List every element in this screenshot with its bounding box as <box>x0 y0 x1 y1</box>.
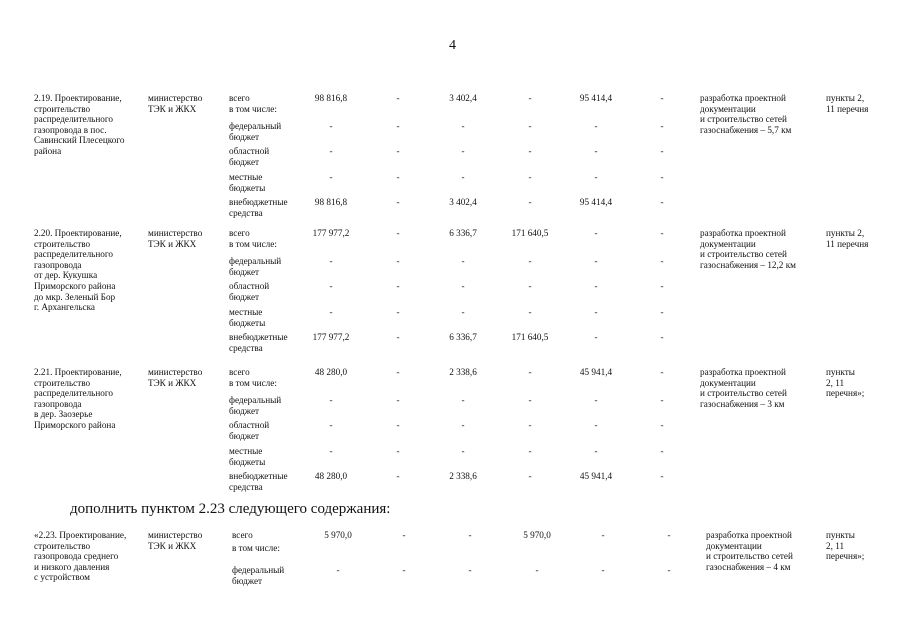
amount-cell: - <box>594 307 598 317</box>
item-note: разработка проектной документации и строительство сетей газоснабжения – 3 км <box>700 367 787 409</box>
page-number: 4 <box>449 38 456 53</box>
funding-source: в том числе: <box>232 543 280 553</box>
funding-source: в том числе: <box>229 239 277 249</box>
amount-cell: 98 816,8 <box>314 197 348 207</box>
amount-cell: - <box>667 530 671 540</box>
amount-cell: - <box>660 197 664 207</box>
item-note: разработка проектной документации и строительство сетей газоснабжения – 5,7 км <box>700 93 792 135</box>
amount-cell: - <box>660 332 664 342</box>
amount-cell: - <box>396 420 400 430</box>
amount-cell: - <box>329 395 333 405</box>
amount-cell: - <box>528 367 532 377</box>
amount-cell: - <box>535 565 539 575</box>
item-ref: пункты 2, 11 перечня»; <box>826 530 865 562</box>
amount-cell: - <box>329 281 333 291</box>
amount-cell: 2 338,6 <box>449 471 477 481</box>
amount-cell: - <box>594 281 598 291</box>
amount-cell: - <box>396 228 400 238</box>
amount-cell: - <box>329 146 333 156</box>
amount-cell: 95 414,4 <box>579 197 613 207</box>
item-ref: пункты 2, 11 перечня <box>826 93 869 114</box>
item-org: министерство ТЭК и ЖКХ <box>148 228 203 249</box>
item-note: разработка проектной документации и строительство сетей газоснабжения – 12,2 км <box>700 228 796 270</box>
item-name: «2.23. Проектирование, строительство газопровода среднего и низкого давления с устройством <box>34 530 127 583</box>
amount-cell: - <box>396 307 400 317</box>
funding-source: местные бюджеты <box>229 172 266 193</box>
amount-cell: 171 640,5 <box>511 228 549 238</box>
item-name: 2.19. Проектирование, строительство распределительного газопровода в пос. Савинский Плесецкого района <box>34 93 125 156</box>
amount-cell: - <box>660 146 664 156</box>
funding-source: внебюджетные средства <box>229 471 288 492</box>
amount-cell: - <box>468 530 472 540</box>
amount-cell: 177 977,2 <box>312 228 350 238</box>
funding-source: всего <box>232 530 253 540</box>
amount-cell: - <box>396 172 400 182</box>
funding-source: федеральный бюджет <box>229 256 282 277</box>
amount-cell: - <box>461 172 465 182</box>
amount-cell: - <box>528 307 532 317</box>
amount-cell: - <box>468 565 472 575</box>
amount-cell: - <box>594 332 598 342</box>
amount-cell: - <box>396 197 400 207</box>
funding-source: федеральный бюджет <box>229 121 282 142</box>
amount-cell: - <box>528 93 532 103</box>
amount-cell: - <box>594 172 598 182</box>
amount-cell: - <box>396 281 400 291</box>
amount-cell: - <box>329 446 333 456</box>
amount-cell: - <box>594 228 598 238</box>
amount-cell: - <box>396 471 400 481</box>
amount-cell: - <box>396 395 400 405</box>
item-org: министерство ТЭК и ЖКХ <box>148 367 203 388</box>
amount-cell: 5 970,0 <box>324 530 352 540</box>
amount-cell: - <box>660 281 664 291</box>
amount-cell: - <box>396 93 400 103</box>
amount-cell: 45 941,4 <box>579 367 613 377</box>
amount-cell: - <box>660 256 664 266</box>
amount-cell: - <box>528 281 532 291</box>
amount-cell: 2 338,6 <box>449 367 477 377</box>
amount-cell: - <box>461 395 465 405</box>
amount-cell: 48 280,0 <box>314 367 348 377</box>
amount-cell: - <box>660 121 664 131</box>
amount-cell: - <box>396 256 400 266</box>
funding-source: всего <box>229 93 250 103</box>
amount-cell: - <box>329 307 333 317</box>
amount-cell: - <box>461 281 465 291</box>
amount-cell: 6 336,7 <box>449 228 477 238</box>
amount-cell: - <box>528 420 532 430</box>
funding-source: внебюджетные средства <box>229 332 288 353</box>
amount-cell: - <box>594 420 598 430</box>
amount-cell: - <box>601 530 605 540</box>
funding-source: областной бюджет <box>229 281 270 302</box>
amount-cell: - <box>594 146 598 156</box>
amount-cell: - <box>461 307 465 317</box>
amount-cell: 171 640,5 <box>511 332 549 342</box>
amount-cell: - <box>396 332 400 342</box>
amount-cell: - <box>528 172 532 182</box>
amount-cell: - <box>660 367 664 377</box>
item-org: министерство ТЭК и ЖКХ <box>148 93 203 114</box>
amount-cell: - <box>461 446 465 456</box>
amount-cell: - <box>461 121 465 131</box>
amount-cell: 3 402,4 <box>449 197 477 207</box>
amount-cell: 45 941,4 <box>579 471 613 481</box>
amount-cell: - <box>329 256 333 266</box>
funding-source: местные бюджеты <box>229 446 266 467</box>
amount-cell: - <box>528 146 532 156</box>
amount-cell: - <box>660 172 664 182</box>
amount-cell: - <box>528 395 532 405</box>
amount-cell: - <box>660 307 664 317</box>
amount-cell: 95 414,4 <box>579 93 613 103</box>
amount-cell: - <box>396 121 400 131</box>
amount-cell: - <box>528 197 532 207</box>
amount-cell: - <box>528 121 532 131</box>
item-ref: пункты 2, 11 перечня <box>826 228 869 249</box>
funding-source: областной бюджет <box>229 146 270 167</box>
amount-cell: - <box>461 256 465 266</box>
amount-cell: - <box>461 146 465 156</box>
insert-instruction: дополнить пунктом 2.23 следующего содержания: <box>70 501 391 517</box>
item-name: 2.21. Проектирование, строительство распределительного газопровода в дер. Заозерье Приморского района <box>34 367 122 430</box>
amount-cell: - <box>528 446 532 456</box>
amount-cell: 48 280,0 <box>314 471 348 481</box>
funding-source: в том числе: <box>229 378 277 388</box>
amount-cell: - <box>660 228 664 238</box>
funding-source: всего <box>229 228 250 238</box>
item-ref: пункты 2, 11 перечня»; <box>826 367 865 399</box>
amount-cell: - <box>660 395 664 405</box>
item-note: разработка проектной документации и строительство сетей газоснабжения – 4 км <box>706 530 793 572</box>
amount-cell: - <box>329 172 333 182</box>
amount-cell: - <box>594 446 598 456</box>
amount-cell: - <box>329 121 333 131</box>
amount-cell: - <box>660 471 664 481</box>
amount-cell: - <box>396 146 400 156</box>
item-name: 2.20. Проектирование, строительство распределительного газопровода от дер. Кукушка Приморского района до мкр. Зеленый Бор г. Архангельска <box>34 228 122 313</box>
amount-cell: 5 970,0 <box>523 530 551 540</box>
funding-source: федеральный бюджет <box>229 395 282 416</box>
funding-source: местные бюджеты <box>229 307 266 328</box>
item-org: министерство ТЭК и ЖКХ <box>148 530 203 551</box>
amount-cell: 6 336,7 <box>449 332 477 342</box>
amount-cell: - <box>594 121 598 131</box>
amount-cell: - <box>528 256 532 266</box>
funding-source: федеральный бюджет <box>232 565 285 586</box>
amount-cell: - <box>594 395 598 405</box>
amount-cell: - <box>528 471 532 481</box>
funding-source: областной бюджет <box>229 420 270 441</box>
funding-source: внебюджетные средства <box>229 197 288 218</box>
amount-cell: - <box>396 367 400 377</box>
amount-cell: - <box>660 446 664 456</box>
amount-cell: - <box>329 420 333 430</box>
funding-source: всего <box>229 367 250 377</box>
amount-cell: - <box>601 565 605 575</box>
amount-cell: - <box>396 446 400 456</box>
amount-cell: - <box>336 565 340 575</box>
amount-cell: - <box>660 93 664 103</box>
amount-cell: 98 816,8 <box>314 93 348 103</box>
amount-cell: 3 402,4 <box>449 93 477 103</box>
amount-cell: - <box>667 565 671 575</box>
amount-cell: 177 977,2 <box>312 332 350 342</box>
amount-cell: - <box>660 420 664 430</box>
amount-cell: - <box>402 565 406 575</box>
funding-source: в том числе: <box>229 104 277 114</box>
amount-cell: - <box>402 530 406 540</box>
amount-cell: - <box>594 256 598 266</box>
amount-cell: - <box>461 420 465 430</box>
